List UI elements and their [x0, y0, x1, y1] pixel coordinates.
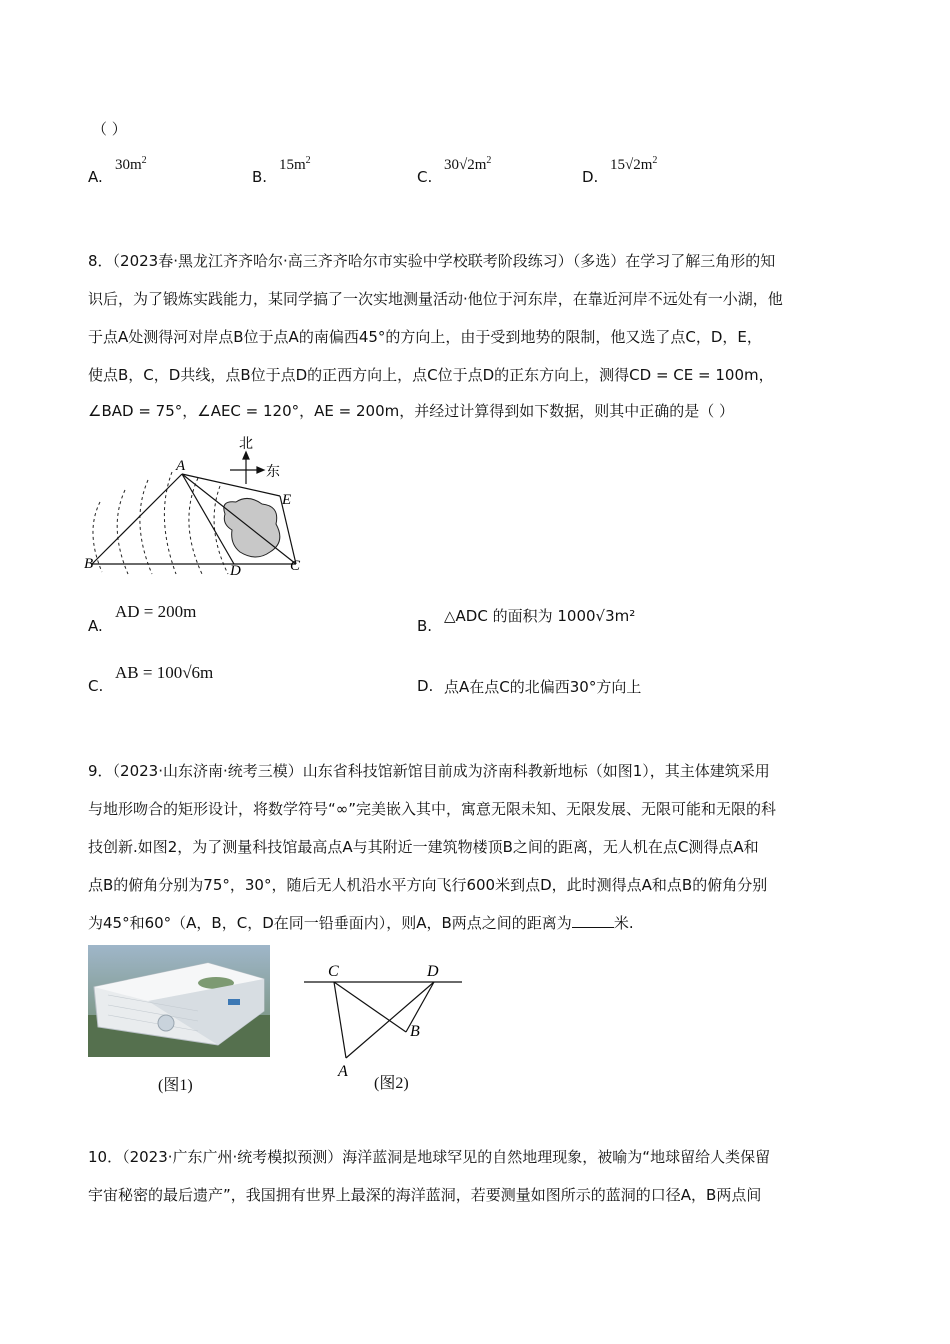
q10-line-2: 宇宙秘密的最后遗产”，我国拥有世界上最深的海洋蓝洞，若要测量如图所示的蓝洞的口径A，B两点间: [88, 1186, 762, 1204]
label-d: D: [230, 563, 241, 579]
q8-option-b-letter: B.: [417, 617, 433, 635]
q8-line-1: 8．（2023春·黑龙江齐齐哈尔·高三齐齐哈尔市实验中学校联考阶段练习）（多选）在学习了解三角形的知: [88, 252, 776, 270]
q9-line-3: 技创新.如图2，为了测量科技馆最高点A与其附近一建筑物楼顶B之间的距离，无人机在点C测得点A和: [88, 838, 759, 856]
q8-option-c-letter: C.: [88, 677, 104, 695]
q7-option-b-value: $15m^2$: [279, 155, 311, 173]
q8-option-a-letter: A.: [88, 617, 103, 635]
q9-line-5: 为45°和60°（A，B，C，D在同一铅垂面内），则A，B两点之间的距离为 米.: [88, 914, 634, 932]
q8-option-d-text: 点A在点C的北偏西30°方向上: [444, 678, 642, 696]
fig2-label-a: A: [338, 1063, 348, 1080]
q9-line-4: 点B的俯角分别为75°，30°，随后无人机沿水平方向飞行600米到点D，此时测得点A和点B的俯角分别: [88, 876, 768, 894]
q9-figure1-caption: (图1): [158, 1077, 193, 1094]
q7-option-b-letter: B.: [252, 168, 268, 186]
q8-line-2: 识后，为了锻炼实践能力，某同学搞了一次实地测量活动·他位于河东岸，在靠近河岸不远处有一小湖，他: [88, 290, 783, 308]
fig2-label-d: D: [427, 963, 439, 980]
q7-option-c-letter: C.: [417, 168, 433, 186]
q8-line-4: 使点B，C，D共线，点B位于点D的正西方向上，点C位于点D的正东方向上，测得CD = CE = 100m，: [88, 366, 774, 384]
q8-option-a-text: AD = 200m: [115, 602, 197, 621]
q9-building-photo: [88, 945, 270, 1057]
q8-option-c-text: AB = 100√6m: [115, 663, 214, 682]
river-dashes: [93, 472, 228, 574]
fig2-label-c: C: [328, 963, 339, 980]
figure2-lines: [304, 982, 462, 1058]
q8-option-d-letter: D.: [417, 677, 434, 695]
q8-line-5: ∠BAD = 75°，∠AEC = 120°，AE = 200m，并经过计算得到如下数据，则其中正确的是（ ）: [88, 402, 734, 420]
q9-figure2-caption: (图2): [374, 1075, 409, 1092]
q9-line-2: 与地形吻合的矩形设计，将数学符号“∞”完美嵌入其中，寓意无限未知、无限发展、无限可能和无限的科: [88, 800, 777, 818]
fig2-label-b: B: [410, 1023, 420, 1040]
compass-icon: [230, 452, 264, 484]
q10-line-1: 10．（2023·广东广州·统考模拟预测）海洋蓝洞是地球罕见的自然地理现象，被喻为“地球留给人类保留: [88, 1148, 771, 1166]
q7-option-d-letter: D.: [582, 168, 599, 186]
label-a: A: [176, 458, 186, 474]
q9-line-1: 9．（2023·山东济南·统考三模）山东省科技馆新馆目前成为济南科教新地标（如图1），其主体建筑采用: [88, 762, 770, 780]
q7-option-c-value: $30√2m^2$: [444, 155, 492, 173]
q8-figure: [80, 432, 340, 582]
q7-answer-paren: （ ）: [92, 120, 127, 138]
label-e: E: [282, 492, 292, 508]
q9-figure2: [300, 960, 465, 1080]
answer-blank: [572, 913, 614, 928]
q8-line-3: 于点A处测得河对岸点B位于点A的南偏西45°的方向上，由于受到地势的限制，他又选了点C，D，E，: [88, 328, 762, 346]
q7-option-d-value: $15√2m^2$: [610, 155, 658, 173]
q8-option-b-text: △ADC 的面积为 1000√3m²: [444, 607, 636, 625]
label-b: B: [84, 556, 94, 572]
q7-option-a-letter: A.: [88, 168, 103, 186]
label-c: C: [290, 558, 301, 574]
label-north: 北: [239, 437, 253, 452]
lake-shape: [224, 498, 280, 557]
q7-option-a-value: $30m^2$: [115, 155, 147, 173]
label-east: 东: [266, 465, 280, 480]
